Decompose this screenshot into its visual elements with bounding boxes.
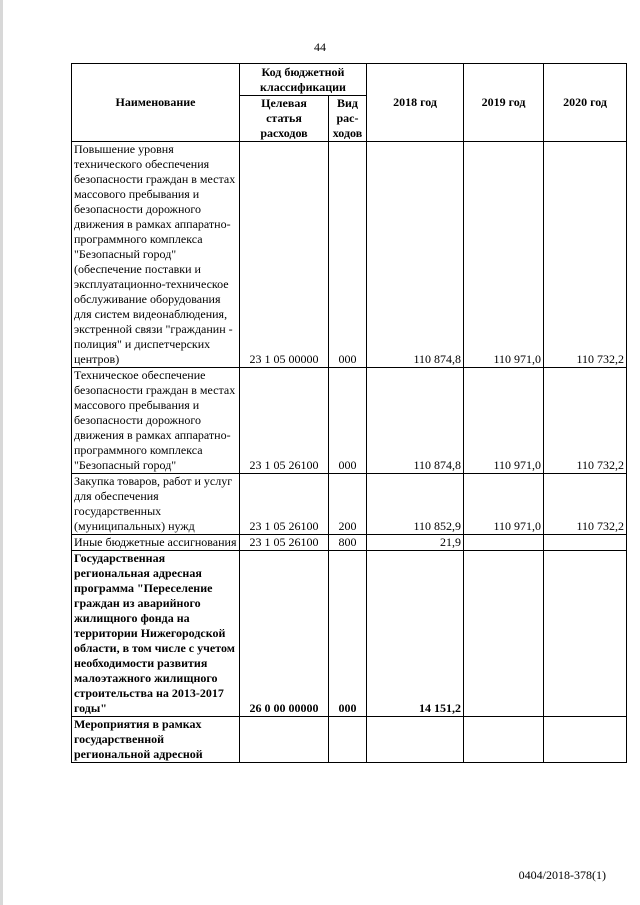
header-expense-type: Вид рас-ходов — [329, 96, 367, 142]
table-row — [72, 717, 627, 763]
row-expense-type: 000 — [329, 142, 367, 368]
table-row — [72, 551, 627, 717]
row-2019 — [464, 551, 544, 717]
row-2020: 110 732,2 — [544, 142, 627, 368]
row-2020 — [544, 717, 627, 763]
table-row — [72, 142, 627, 368]
row-2020 — [544, 535, 627, 551]
row-2018: 21,9 — [367, 535, 464, 551]
row-2019 — [464, 717, 544, 763]
row-2019: 110 971,0 — [464, 142, 544, 368]
row-target-article: 26 0 00 00000 — [240, 551, 329, 717]
header-2019: 2019 год — [464, 64, 544, 142]
row-expense-type: 000 — [329, 368, 367, 474]
row-target-article — [240, 717, 329, 763]
row-name: Мероприятия в рамках государственной региональной адресной — [72, 717, 240, 763]
row-2018: 110 874,8 — [367, 368, 464, 474]
row-target-article: 23 1 05 26100 — [240, 368, 329, 474]
row-2018: 110 852,9 — [367, 474, 464, 535]
header-name: Наименование — [72, 64, 240, 142]
table-row — [72, 474, 627, 535]
budget-table — [71, 63, 627, 763]
header-2018: 2018 год — [367, 64, 464, 142]
page-number: 44 — [314, 40, 326, 54]
row-expense-type — [329, 717, 367, 763]
row-expense-type: 200 — [329, 474, 367, 535]
row-2019: 110 971,0 — [464, 368, 544, 474]
header-kbk: Код бюджетной классификации — [240, 64, 367, 96]
row-2020: 110 732,2 — [544, 368, 627, 474]
row-target-article: 23 1 05 26100 — [240, 535, 329, 551]
table-row — [72, 535, 627, 551]
row-2018 — [367, 717, 464, 763]
row-name: Повышение уровня технического обеспечения безопасности граждан в местах массового пребывания и безопасности дорожного движения в рамках аппаратно-программного комплекса "Безопасный город" (обеспечение поставки и эксплуатационно-техническое обслуживание оборудования для систем видеонаблюдения, экстренной связи "гражданин - полиция" и диспетчерских центров) — [72, 142, 240, 368]
row-2020: 110 732,2 — [544, 474, 627, 535]
row-target-article: 23 1 05 26100 — [240, 474, 329, 535]
header-target-article: Целевая статья расходов — [240, 96, 329, 142]
row-2020 — [544, 551, 627, 717]
row-2018: 110 874,8 — [367, 142, 464, 368]
row-2019: 110 971,0 — [464, 474, 544, 535]
row-name: Закупка товаров, работ и услуг для обеспечения государственных (муниципальных) нужд — [72, 474, 240, 535]
row-2018: 14 151,2 — [367, 551, 464, 717]
row-name: Иные бюджетные ассигнования — [72, 535, 240, 551]
row-target-article: 23 1 05 00000 — [240, 142, 329, 368]
row-expense-type: 800 — [329, 535, 367, 551]
scan-edge — [0, 0, 3, 905]
document-code: 0404/2018-378(1) — [518, 868, 606, 882]
row-expense-type: 000 — [329, 551, 367, 717]
header-2020: 2020 год — [544, 64, 627, 142]
row-name: Государственная региональная адресная программа "Переселение граждан из аварийного жилищного фонда на территории Нижегородской области, в том числе с учетом необходимости развития малоэтажного жилищного строительства на 2013-2017 годы" — [72, 551, 240, 717]
table-body — [72, 142, 627, 763]
row-2019 — [464, 535, 544, 551]
table-row — [72, 368, 627, 474]
row-name: Техническое обеспечение безопасности граждан в местах массового пребывания и безопасности дорожного движения в рамках аппаратно-программного комплекса "Безопасный город" — [72, 368, 240, 474]
